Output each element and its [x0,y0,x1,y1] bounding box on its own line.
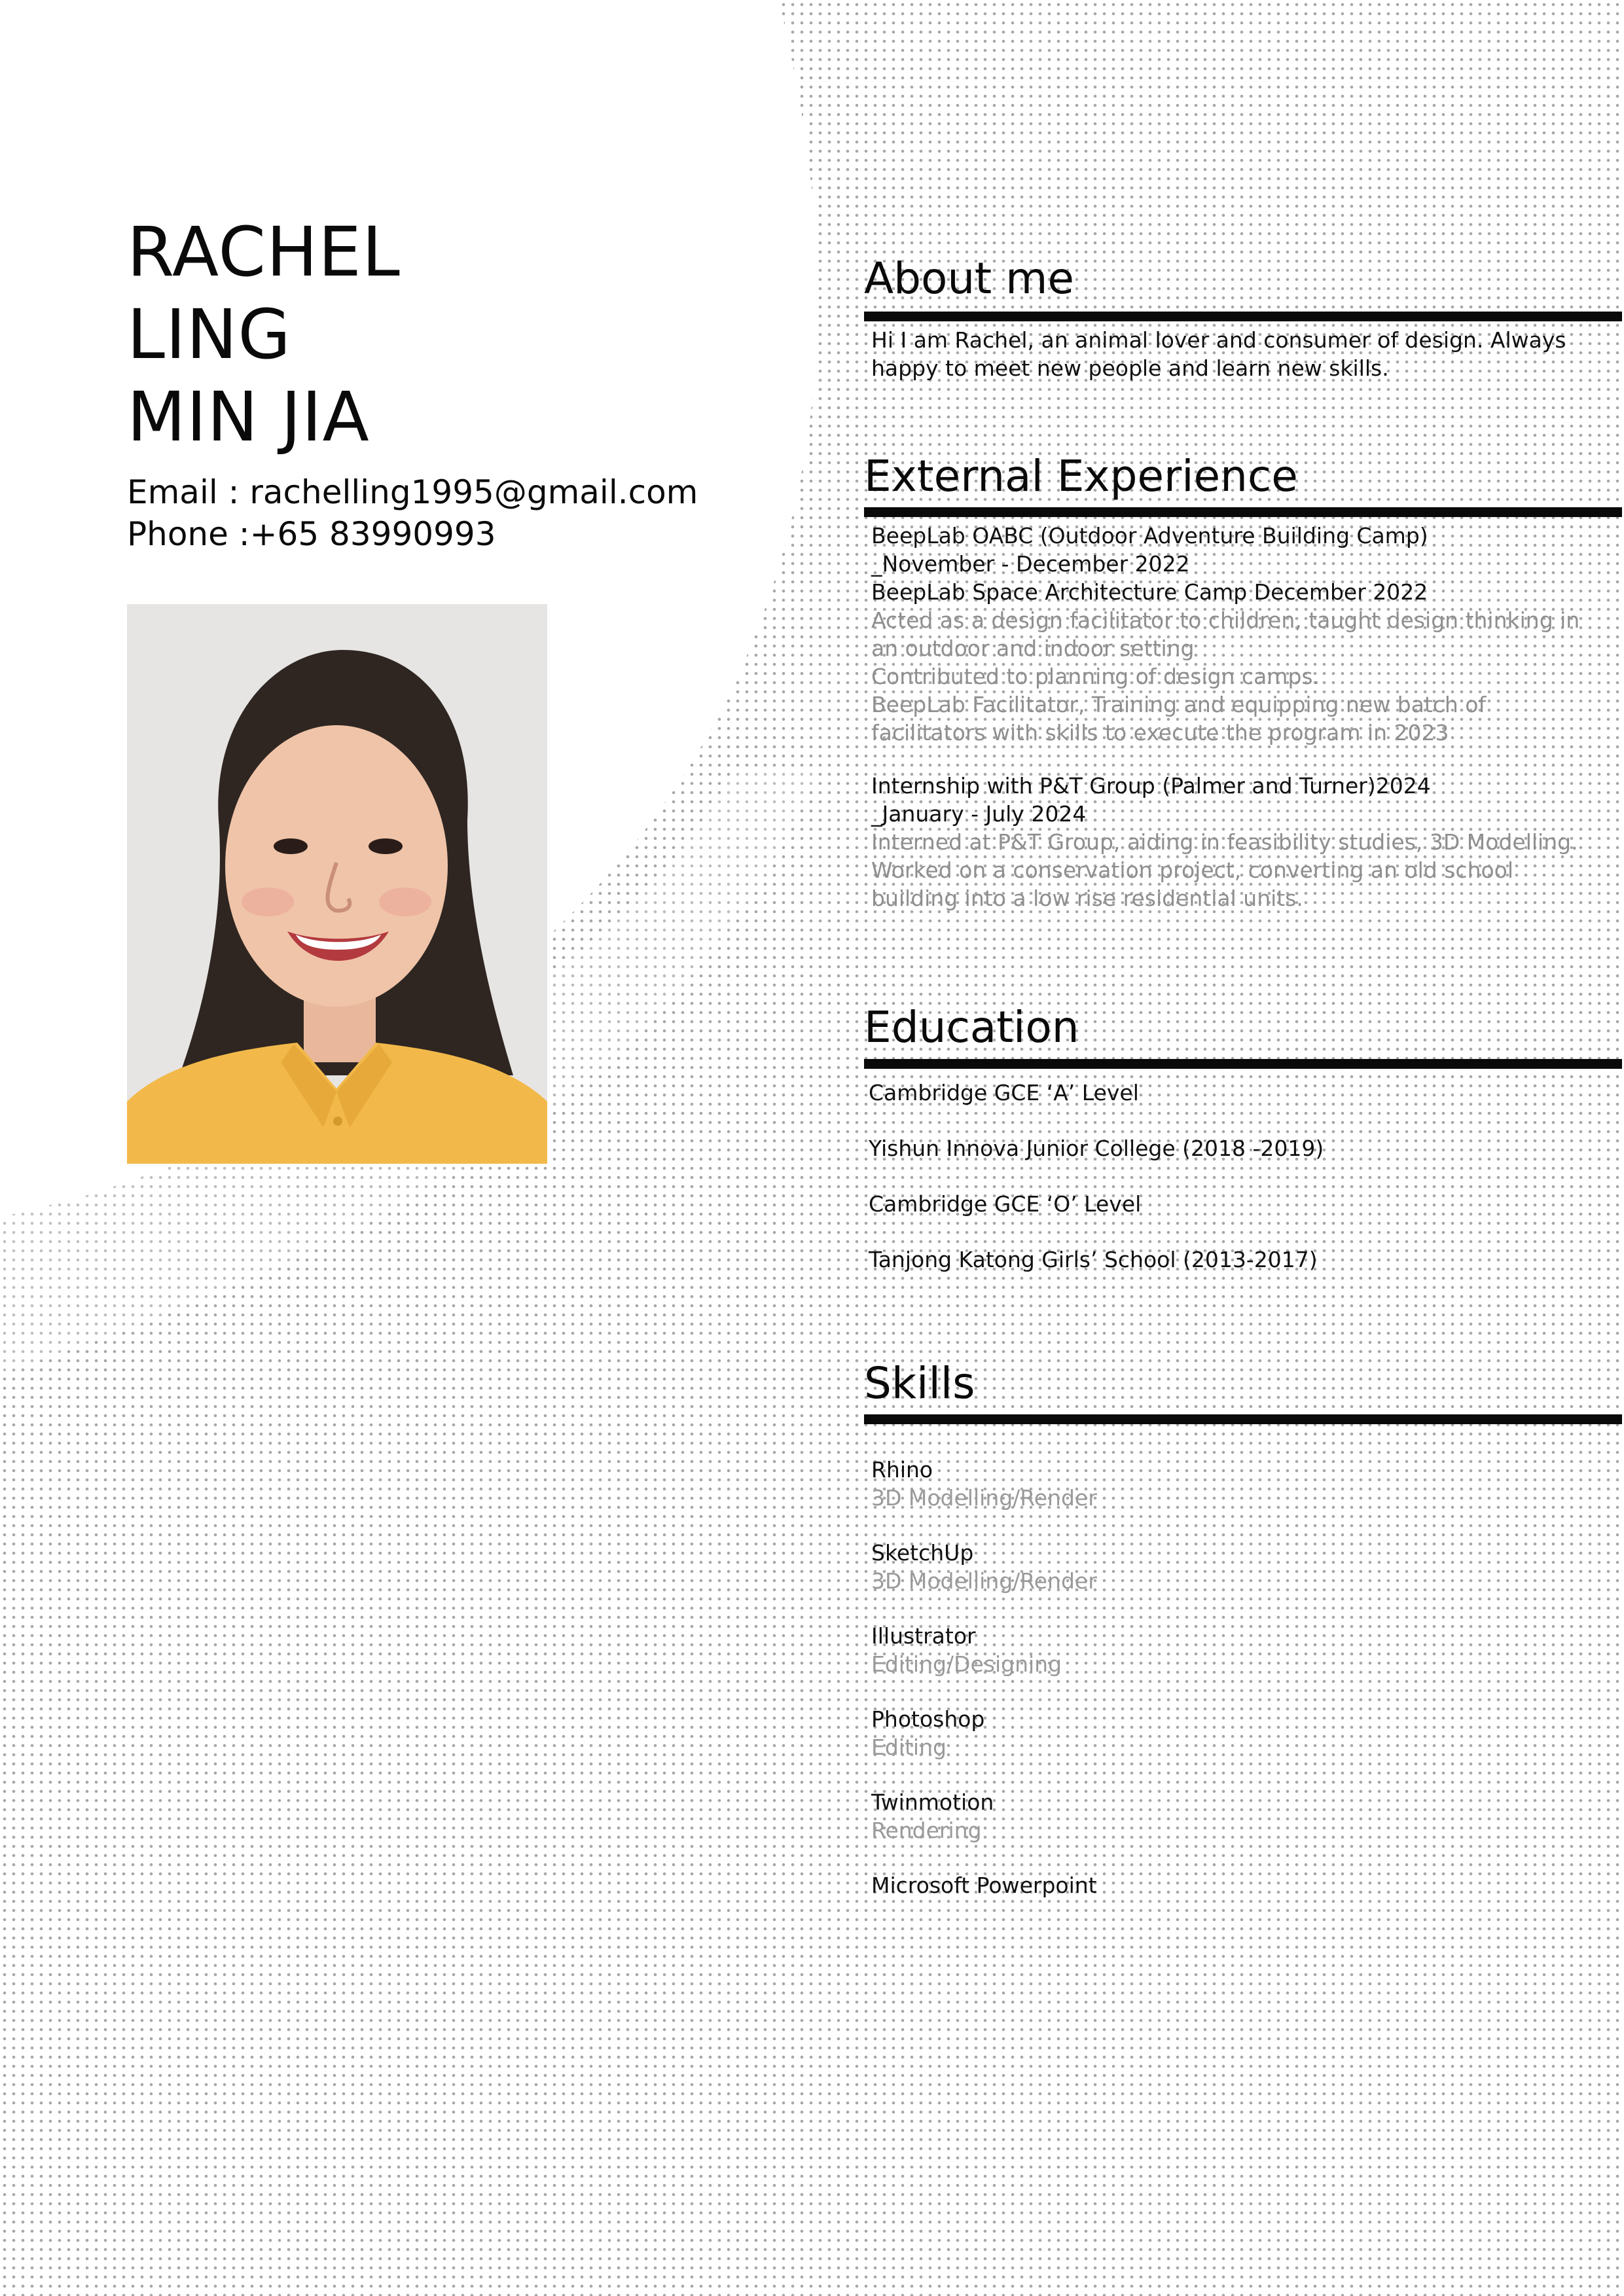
experience-detail: BeepLab Facilitator, Training and equipping new batch of [871,692,1487,717]
skill-name: Photoshop [871,1706,985,1732]
skill-item [871,1456,1624,1539]
education-title: Education [864,1002,1079,1052]
skill-desc: 3D Modelling/Render [871,1568,1097,1594]
skill-name: SketchUp [871,1540,974,1566]
skill-name: Illustrator [871,1623,976,1649]
education-item: Tanjong Katong Girls’ School (2013-2017) [869,1247,1318,1272]
middle-name: LING [127,295,291,374]
skill-desc: Rendering [871,1818,982,1843]
skill-name: Twinmotion [871,1789,994,1815]
education-item: Cambridge GCE ‘A’ Level [869,1080,1139,1105]
skill-item [871,1539,1624,1622]
first-name: RACHEL [127,212,401,292]
experience-title: External Experience [864,451,1298,501]
about-line: happy to meet new people and learn new skills. [871,355,1389,381]
skill-desc: Editing/Designing [871,1651,1062,1677]
last-name: MIN JIA [127,377,370,457]
experience-line: _January - July 2024 [871,801,1087,827]
skill-desc: 3D Modelling/Render [871,1485,1097,1511]
experience-detail: Worked on a conservation project, converting an old school [871,857,1514,883]
skill-name: Microsoft Powerpoint [871,1873,1097,1898]
experience-detail: building into a low rise residential units. [871,886,1303,911]
skill-desc: Editing [871,1734,947,1760]
skill-item [871,1871,1624,1910]
about-line: Hi I am Rachel, an animal lover and consumer of design. Always [871,327,1566,353]
skills-divider [864,1414,1622,1424]
education-item: Cambridge GCE ‘O’ Level [869,1191,1142,1217]
about-title: About me [864,253,1075,304]
skill-item [871,1705,1624,1788]
email-text: Email : rachelling1995@gmail.com [127,473,698,511]
about-divider [864,312,1622,321]
skill-item [871,1622,1624,1705]
experience-line: _November - December 2022 [871,551,1190,577]
skills-list [871,1456,1624,1910]
experience-detail: Interned at P&T Group, aiding in feasibility studies, 3D Modelling. [871,829,1578,855]
skill-item [871,1788,1624,1871]
contact-info [127,471,698,555]
experience-entry-2 [871,772,1624,912]
experience-line: BeepLab Space Architecture Camp December 2022 [871,579,1428,605]
experience-detail: facilitators with skills to execute the program in 2023 [871,720,1449,745]
experience-entry-1 [871,522,1624,747]
education-divider [864,1059,1622,1069]
skills-title: Skills [864,1358,975,1408]
experience-line: Internship with P&T Group (Palmer and Turner)2024 [871,773,1431,798]
about-text [871,326,1624,382]
phone-text: Phone :+65 83990993 [127,515,496,553]
profile-photo [127,604,547,1164]
experience-divider [864,507,1622,517]
name-heading [127,211,401,458]
experience-line: BeepLab OABC (Outdoor Adventure Building Camp) [871,523,1428,548]
skill-name: Rhino [871,1457,933,1482]
experience-detail: Contributed to planning of design camps. [871,664,1320,689]
experience-detail: an outdoor and indoor setting [871,636,1195,661]
education-item: Yishun Innova Junior College (2018 -2019) [869,1136,1324,1161]
experience-detail: Acted as a design facilitator to children, taught design thinking in [871,607,1580,633]
